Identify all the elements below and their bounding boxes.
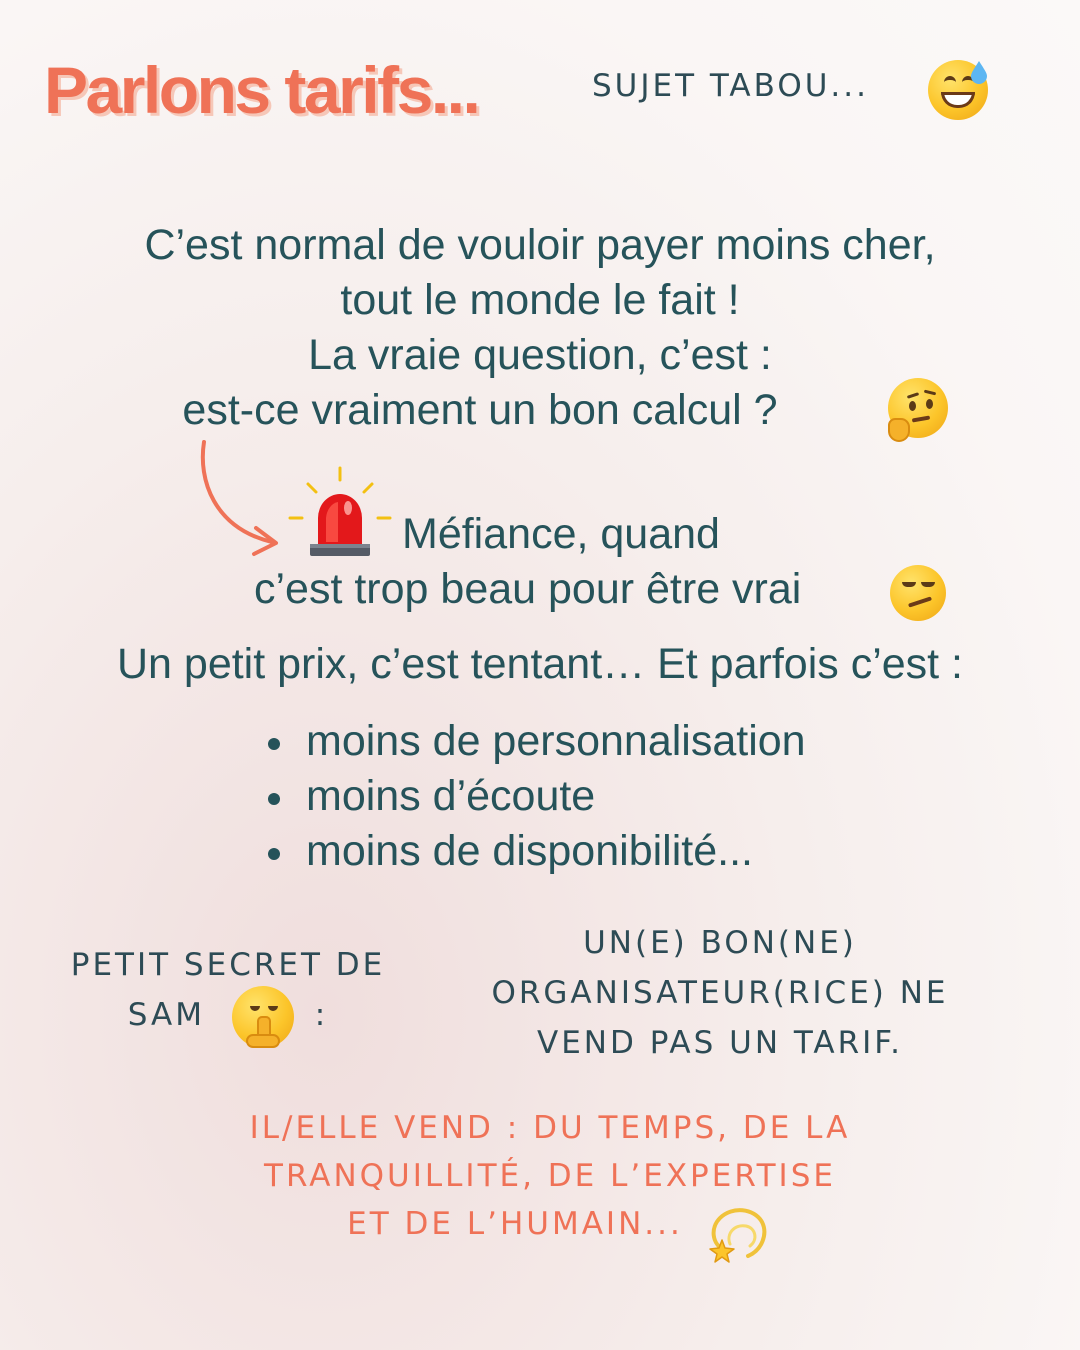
organizer-line-2: ORGANISATEUR(RICE) NE <box>491 975 949 1011</box>
grinning-sweat-icon <box>928 60 988 120</box>
secret-line-1: PETIT SECRET DE <box>70 947 386 983</box>
secret-name: SAM <box>127 997 206 1033</box>
sweat-drop-icon <box>970 60 988 84</box>
secret-colon: : <box>314 997 329 1033</box>
organizer-statement <box>440 918 1000 1068</box>
warning-line-1: Méfiance, quand <box>402 510 720 558</box>
curved-arrow-icon <box>190 440 290 560</box>
sells-statement <box>110 1104 990 1248</box>
intro-line-3: La vraie question, c’est : <box>308 331 772 379</box>
thinking-face-icon <box>888 378 948 438</box>
sells-line-3-text: ET DE L’HUMAIN... <box>347 1206 683 1242</box>
secret-line-2 <box>38 990 418 1040</box>
list-item: moins de personnalisation <box>266 714 806 769</box>
sells-line-2: TRANQUILLITÉ, DE L’EXPERTISE <box>264 1158 836 1194</box>
dizzy-star-icon <box>706 1204 768 1264</box>
secret-label <box>38 940 418 1040</box>
police-light-icon <box>288 466 392 566</box>
tempting-line: Un petit prix, c’est tentant… Et parfois c’est : <box>116 640 964 688</box>
page-title: Parlons tarifs... <box>44 53 479 127</box>
drawbacks-list <box>266 714 806 879</box>
intro-line-4: est-ce vraiment un bon calcul ? <box>182 386 778 434</box>
sells-line-3 <box>110 1200 990 1248</box>
list-item: moins d’écoute <box>266 769 806 824</box>
list-item: moins de disponibilité... <box>266 824 806 879</box>
intro-line-2: tout le monde le fait ! <box>340 276 740 324</box>
organizer-line-3: VEND PAS UN TARIF. <box>536 1025 903 1061</box>
sells-line-1: IL/ELLE VEND : DU TEMPS, DE LA <box>249 1110 851 1146</box>
warning-line-2: c’est trop beau pour être vrai <box>254 565 802 613</box>
shushing-face-icon <box>232 986 294 1048</box>
organizer-line-1: UN(E) BON(NE) <box>583 925 857 961</box>
smirking-face-icon <box>890 565 946 621</box>
page-subtitle: SUJET TABOU... <box>592 68 869 104</box>
intro-line-1: C’est normal de vouloir payer moins cher, <box>144 221 936 269</box>
